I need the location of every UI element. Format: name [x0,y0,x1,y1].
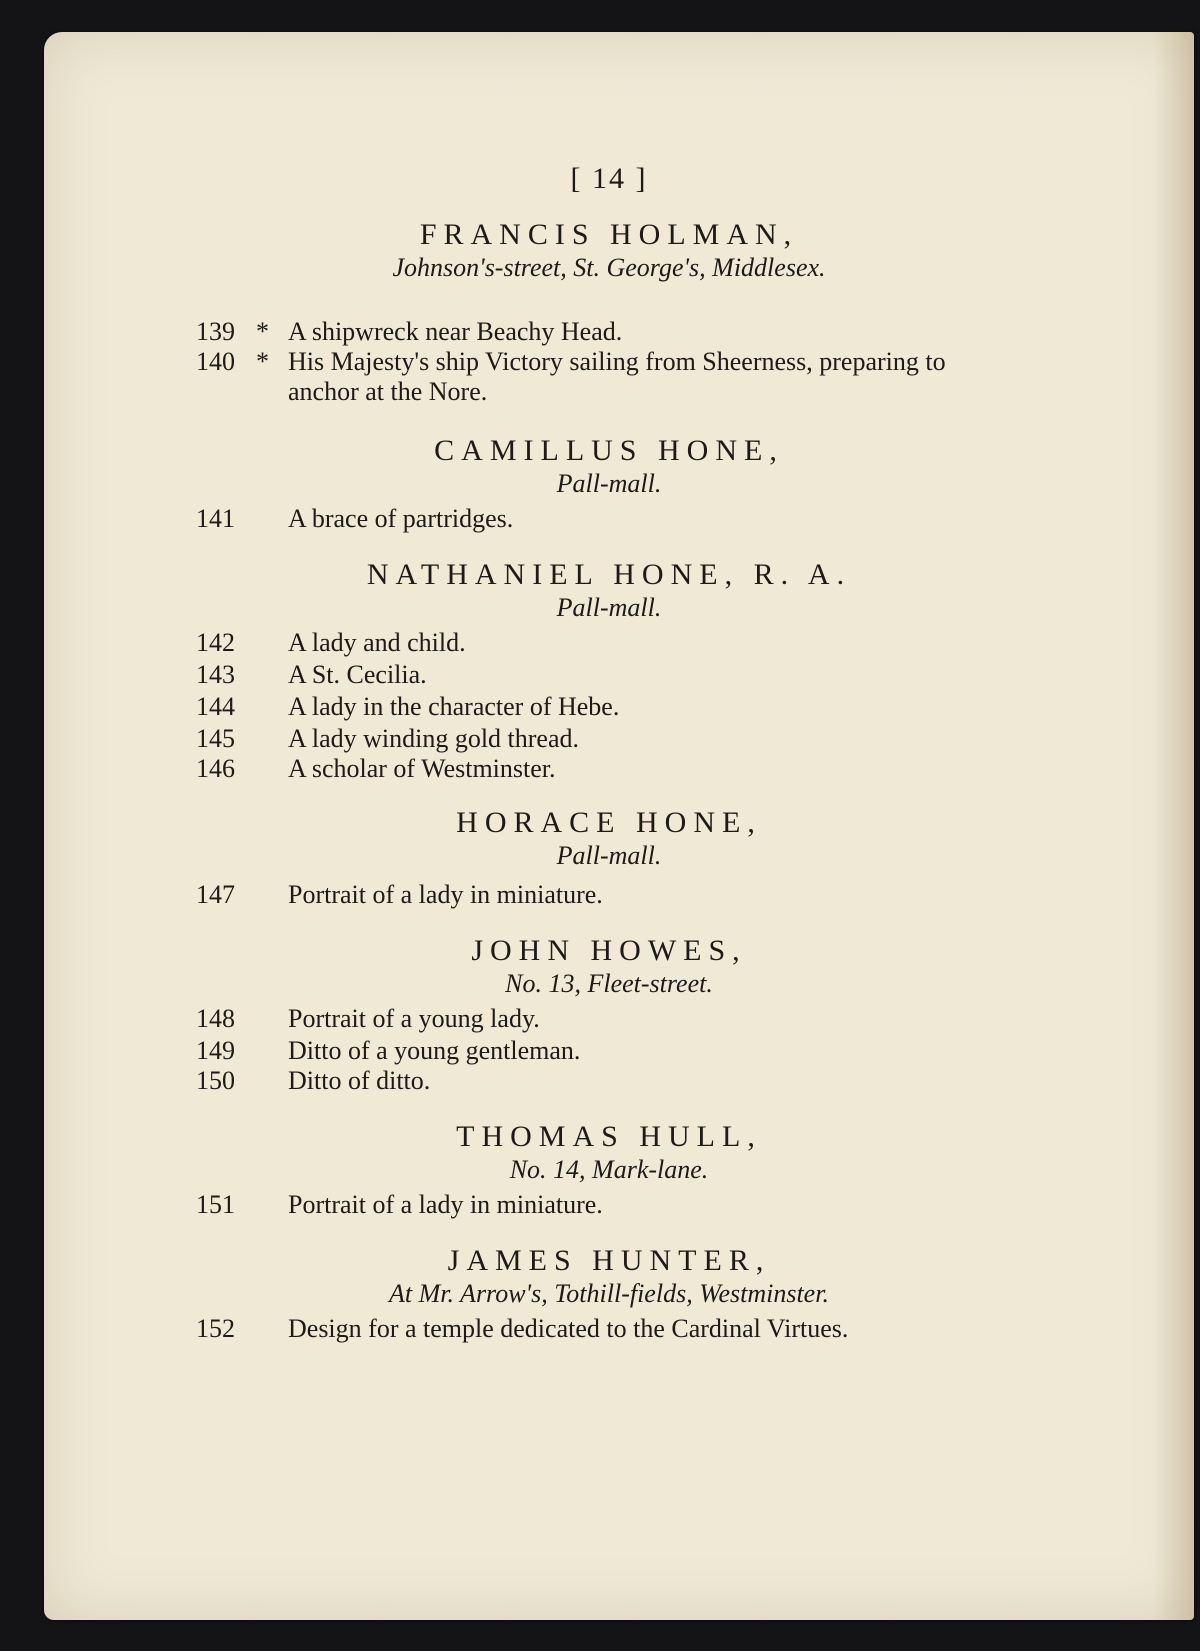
entry-number: 140 [196,347,235,376]
artist-name: THOMAS HULL, [456,1120,762,1153]
entry-title: A shipwreck near Beachy Head. [288,317,623,346]
entry-number: 145 [196,724,235,753]
artist-address: Pall-mall. [556,841,662,870]
entry-number: 142 [196,628,235,657]
entry-title: A St. Cecilia. [288,660,427,689]
entry-title: A scholar of Westminster. [288,754,556,783]
artist-address: Johnson's-street, St. George's, Middlesex. [392,253,826,282]
entry-title: Design for a temple dedicated to the Cardinal Virtues. [288,1314,849,1343]
entry-number: 146 [196,754,235,783]
entry-number: 150 [196,1066,235,1095]
entry-number: 151 [196,1190,235,1219]
entry-title: Portrait of a lady in miniature. [288,880,603,909]
entry-title: A lady and child. [288,628,466,657]
artist-address: Pall-mall. [556,593,662,622]
artist-heading [44,434,1174,500]
artist-name: JAMES HUNTER, [447,1244,771,1277]
artist-heading [44,806,1174,872]
entry-title: A lady in the character of Hebe. [288,692,620,721]
entry-number: 144 [196,692,235,721]
entry-number: 148 [196,1004,235,1033]
entry-number: 152 [196,1314,235,1343]
entry-title: A brace of partridges. [288,504,514,533]
entry-number: 149 [196,1036,235,1065]
artist-heading [44,558,1174,624]
entry-title: His Majesty's ship Victory sailing from Sheerness, preparing to anchor at the Nore. [288,347,946,406]
entry-title: Portrait of a lady in miniature. [288,1190,603,1219]
entry-asterisk: * [256,347,269,376]
entry-number: 143 [196,660,235,689]
artist-address: No. 13, Fleet-street. [505,969,713,998]
entry-title: Portrait of a young lady. [288,1004,540,1033]
artist-heading [44,1120,1174,1186]
artist-name: NATHANIEL HONE, R. A. [366,558,852,591]
artist-heading [44,218,1174,284]
artist-address: At Mr. Arrow's, Tothill-fields, Westminster. [389,1279,829,1308]
entry-title: A lady winding gold thread. [288,724,580,753]
artist-name: JOHN HOWES, [471,934,747,967]
artist-name: FRANCIS HOLMAN, [419,218,799,251]
page-content [44,32,1194,1620]
book-page [44,32,1194,1620]
entry-number: 139 [196,317,235,346]
entry-title: Ditto of ditto. [288,1066,431,1095]
entry-title: Ditto of a young gentleman. [288,1036,581,1065]
artist-heading [44,934,1174,1000]
artist-name: CAMILLUS HONE, [434,434,784,467]
entry-number: 147 [196,880,235,909]
artist-address: Pall-mall. [556,469,662,498]
artist-heading [44,1244,1174,1310]
page-number: [ 14 ] [570,162,648,195]
artist-name: HORACE HONE, [456,806,762,839]
artist-address: No. 14, Mark-lane. [509,1155,709,1184]
entry-number: 141 [196,504,235,533]
entry-asterisk: * [256,317,269,346]
